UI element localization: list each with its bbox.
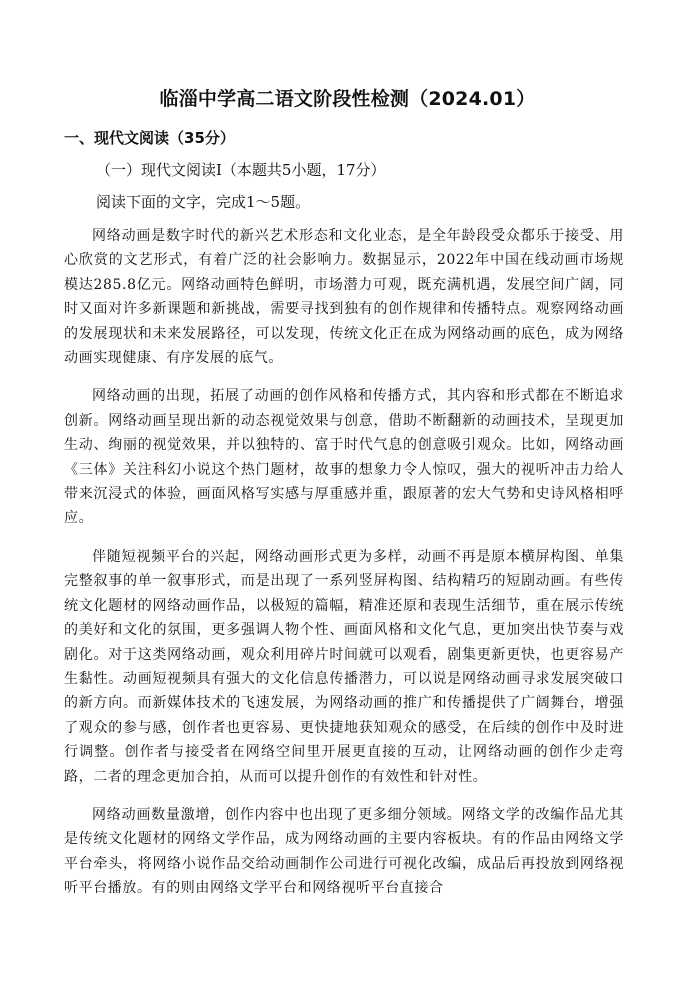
paragraph-2: 网络动画的出现，拓展了动画的创作风格和传播方式，其内容和形式都在不断追求创新。网络动画呈现出新的动态视觉效果与创意，借助不断翻新的动画技术，呈现更加生动、绚丽的视觉效果，并以独特的、富于时代气息的创意吸引观众。比如，网络动画《三体》关注科幻小说这个热门题材，故事的想象力令人惊叹，强大的视听冲击力给人带来沉浸式的体验，画面风格写实感与厚重感并重，跟原著的宏大气势和史诗风格相呼应。 <box>64 388 624 527</box>
subsection-heading: （一）现代文阅读Ⅰ（本题共5小题，17分） <box>96 161 386 179</box>
exam-title: 临淄中学高二语文阶段性检测（2024.01） <box>159 88 536 110</box>
reading-instruction: 阅读下面的文字，完成1～5题。 <box>96 193 311 211</box>
paragraph-4: 网络动画数量激增，创作内容中也出现了更多细分领域。网络文学的改编作品尤其是传统文化题材的网络文学作品，成为网络动画的主要内容板块。有的作品由网络文学平台牵头，将网络小说作品交给动画制作公司进行可视化改编，成品后再投放到网络视听平台播放。有的则由网络文学平台和网络视听平台直接合 <box>64 806 624 897</box>
section-heading: 一、现代文阅读（35分） <box>64 129 235 147</box>
paragraph-1: 网络动画是数字时代的新兴艺术形态和文化业态，是全年龄段受众都乐于接受、用心欣赏的文艺形式，有着广泛的社会影响力。数据显示，2022年中国在线动画市场规模达285.8亿元。网络动画特色鲜明，市场潜力可观，既充满机遇，发展空间广阔，同时又面对许多新课题和新挑战，需要寻找到独有的创作规律和传播特点。观察网络动画的发展现状和未来发展路径，可以发现，传统文化正在成为网络动画的底色，成为网络动画实现健康、有序发展的底气。 <box>64 228 624 367</box>
paragraph-3: 伴随短视频平台的兴起，网络动画形式更为多样，动画不再是原本横屏构图、单集完整叙事的单一叙事形式，而是出现了一系列竖屏构图、结构精巧的短剧动画。有些传统文化题材的网络动画作品，以极短的篇幅，精准还原和表现生活细节，重在展示传统的美好和文化的氛围，更多强调人物个性、画面风格和文化气息，更加突出快节奏与戏剧化。对于这类网络动画，观众利用碎片时间就可以观看，剧集更新更快，也更容易产生黏性。动画短视频具有强大的文化信息传播潜力，可以说是网络动画寻求发展突破口的新方向。而新媒体技术的飞速发展，为网络动画的推广和传播提供了广阔舞台，增强了观众的参与感，创作者也更容易、更快捷地获知观众的感受，在后续的创作中及时进行调整。创作者与接受者在网络空间里开展更直接的互动，让网络动画的创作少走弯路，二者的理念更加合拍，从而可以提升创作的有效性和针对性。 <box>64 548 624 785</box>
